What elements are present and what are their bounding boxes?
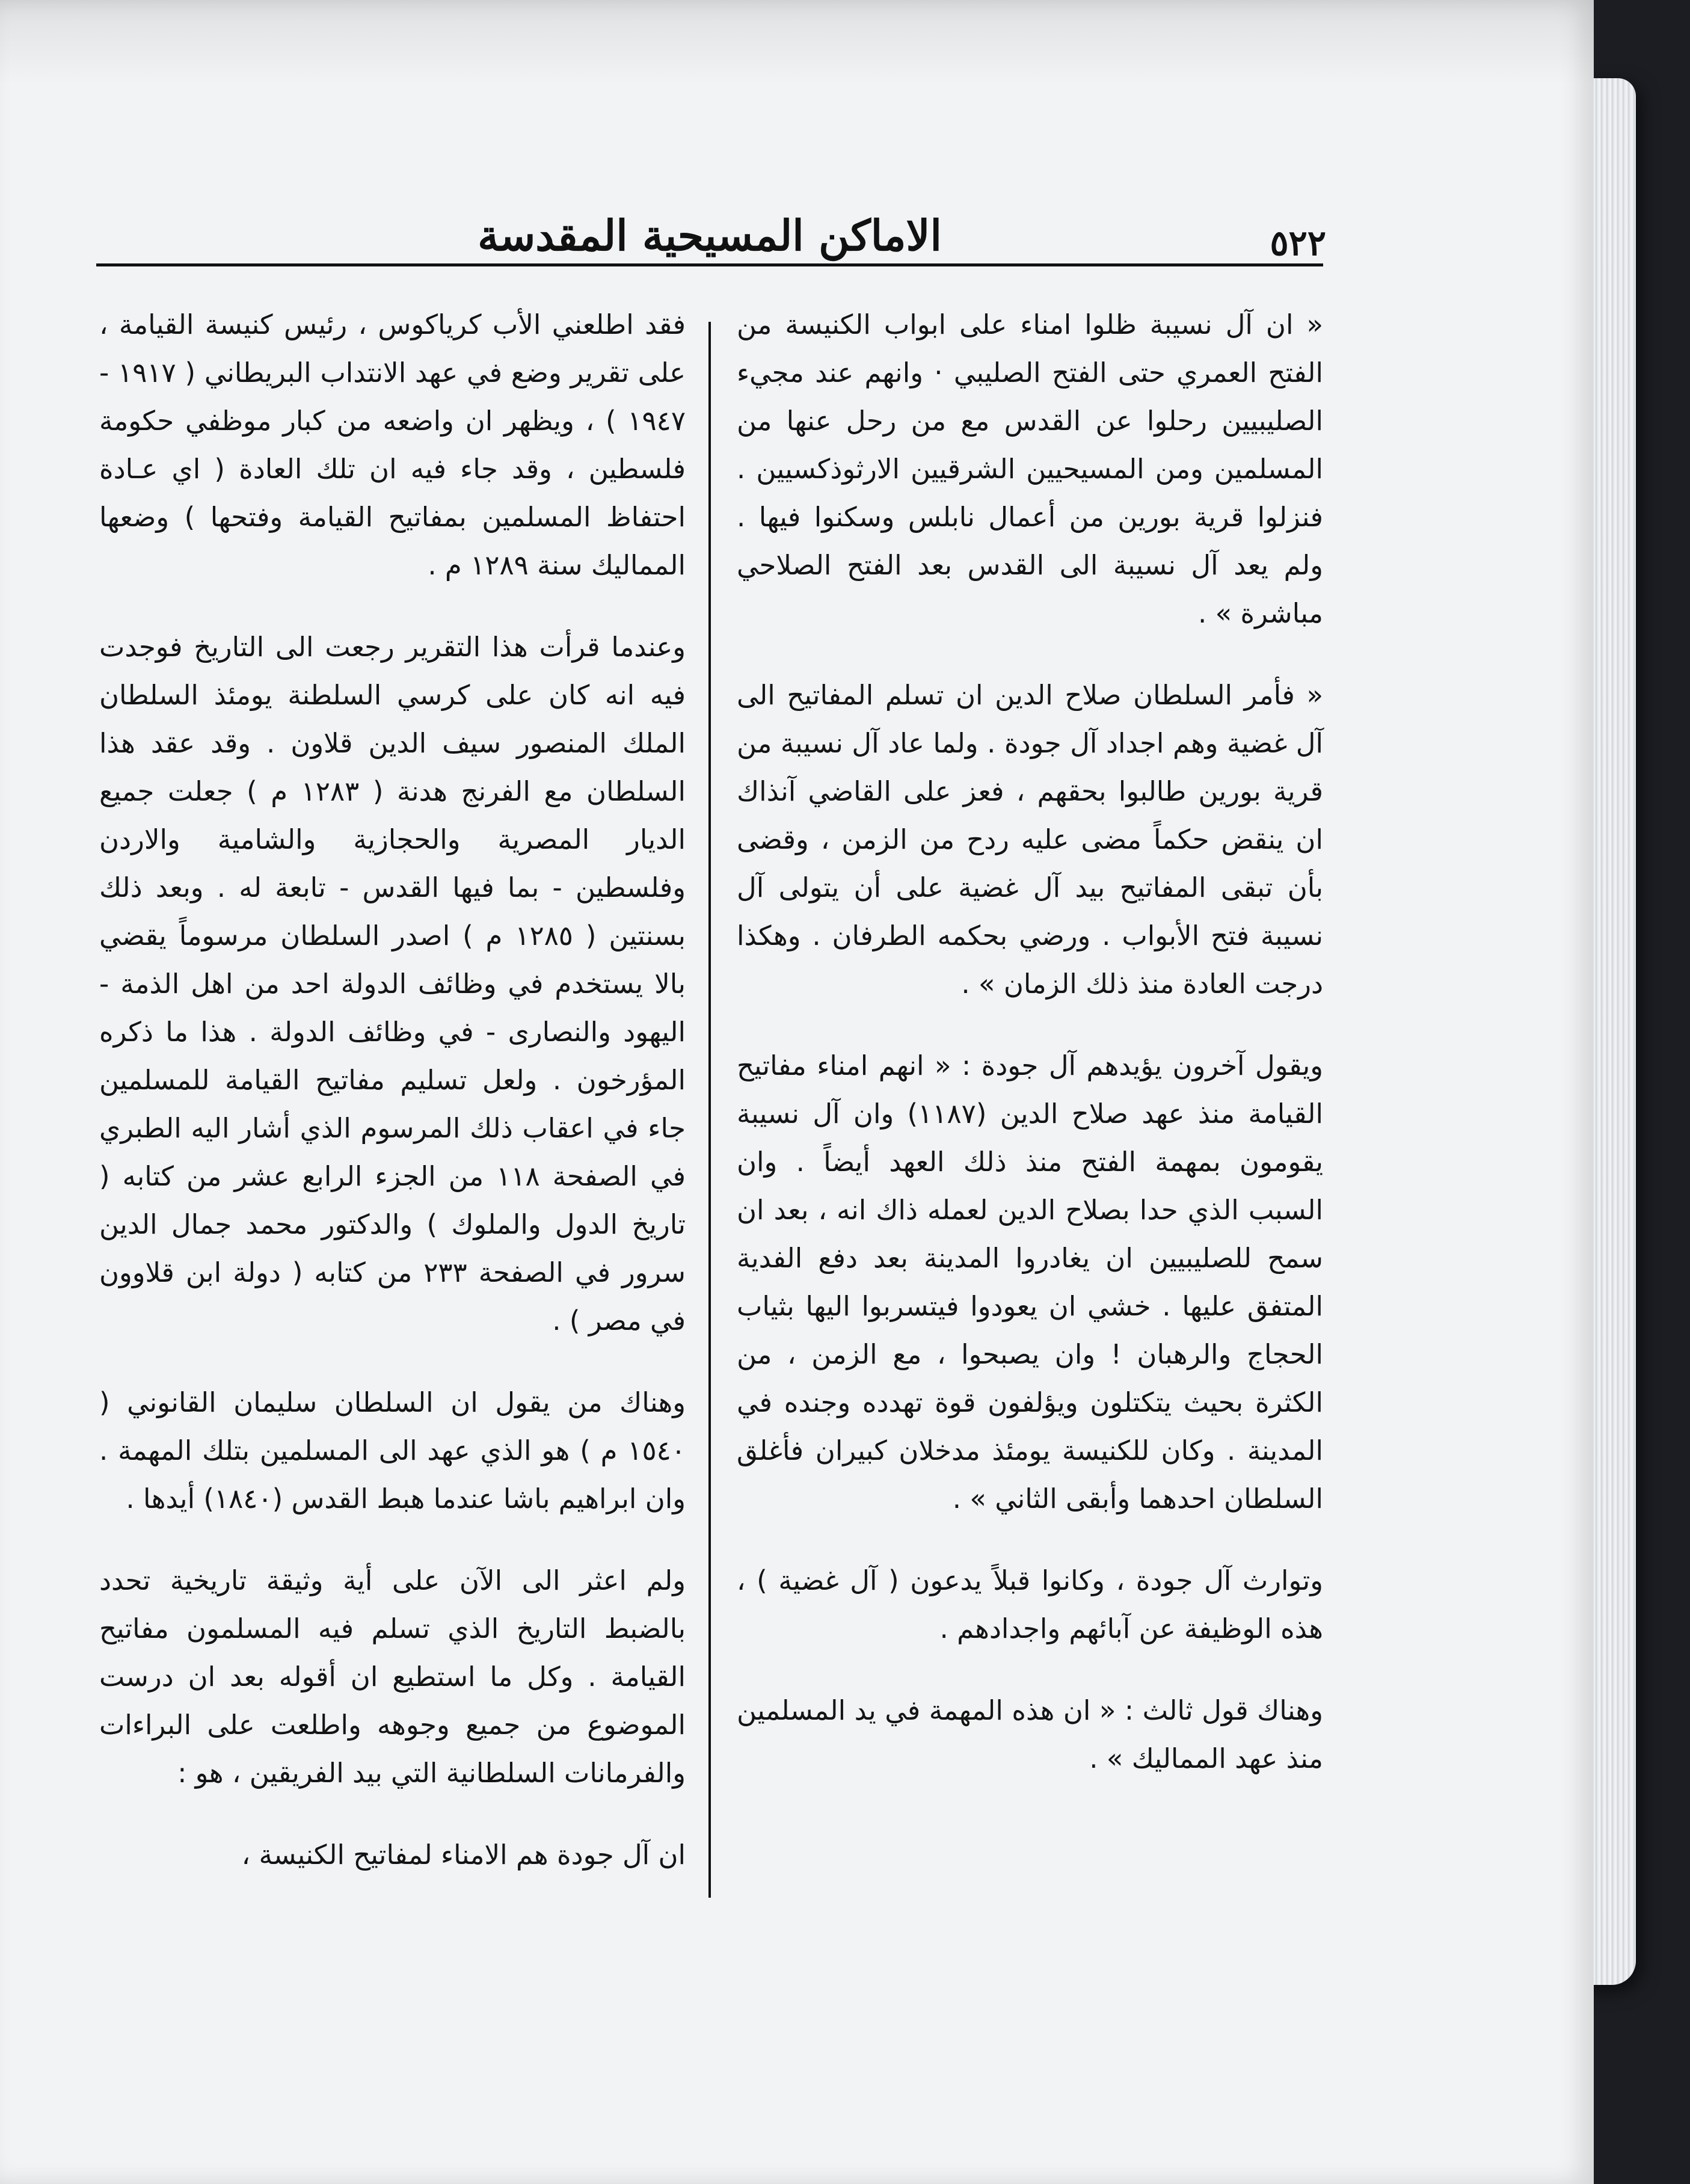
paragraph: وعندما قرأت هذا التقرير رجعت الى التاريخ فوجدت فيه انه كان على كرسي السلطنة يومئذ السلطان الملك المنصور سيف الدين قلاون . وقد عقد هذا السلطان مع الفرنج هدنة ( ١٢٨٣ م ) جعلت جميع الديار المصرية والحجازية والشامية والاردن وفلسطين - بما فيها القدس - تابعة له . وبعد ذلك بسنتين ( ١٢٨٥ م ) اصدر السلطان مرسوماً يقضي بالا يستخدم في وظائف الدولة احد من اهل الذمة - اليهود والنصارى - في وظائف الدولة . هذا ما ذكره المؤرخون . ولعل تسليم مفاتيح القيامة للمسلمين جاء في اعقاب ذلك المرسوم الذي أشار اليه الطبري في الصفحة ١١٨ من الجزء الرابع عشر من كتابه ( تاريخ الدول والملوك ) والدكتور محمد جمال الدين سرور في الصفحة ٢٣٣ من كتابه ( دولة ابن قلاوون في مصر ) . <box>99 631 686 1337</box>
running-title: الاماكن المسيحية المقدسة <box>478 211 942 260</box>
paragraph: ان آل جودة هم الامناء لمفاتيح الكنيسة ، <box>241 1839 686 1871</box>
page-header <box>93 205 1326 263</box>
paragraph: وتوارث آل جودة ، وكانوا قبلاً يدعون ( آل غضية ) ، هذه الوظيفة عن آبائهم واجدادهم . <box>737 1564 1323 1644</box>
right-column <box>737 301 1323 1783</box>
paragraph: « فأمر السلطان صلاح الدين ان تسلم المفاتيح الى آل غضية وهم اجداد آل جودة . ولما عاد آل نسيبة من قرية بورين طالبوا بحقهم ، فعز على القاضي آنذاك ان ينقض حكماً مضى عليه ردح من الزمن ، وقضى بأن تبقى المفاتيح بيد آل غضية على أن يتولى آل نسيبة فتح الأبواب . ورضي بحكمه الطرفان . وهكذا درجت العادة منذ ذلك الزمان » . <box>737 679 1323 1000</box>
paragraph: ولم اعثر الى الآن على أية وثيقة تاريخية تحدد بالضبط التاريخ الذي تسلم فيه المسلمون مفاتيح القيامة . وكل ما استطيع ان أقوله بعد ان درست الموضوع من جميع وجوهه واطلعت على البراءات والفرمانات السلطانية التي بيد الفريقين ، هو : <box>99 1564 686 1789</box>
column-divider <box>708 322 711 1898</box>
left-column <box>99 301 686 1879</box>
paragraph: ويقول آخرون يؤيدهم آل جودة : « انهم امناء مفاتيح القيامة منذ عهد صلاح الدين (١١٨٧) وان آل نسيبة يقومون بمهمة الفتح منذ ذلك العهد أيضاً . وان السبب الذي حدا بصلاح الدين لعمله ذاك انه ، بعد ان سمح للصليبيين ان يغادروا المدينة بعد دفع الفدية المتفق عليها . خشي ان يعودوا فيتسربوا اليها بثياب الحجاج والرهبان ! وان يصبحوا ، مع الزمن ، من الكثرة بحيث يتكتلون ويؤلفون قوة تهدده وجنده في المدينة . وكان للكنيسة يومئذ مدخلان كبيران فأغلق السلطان احدهما وأبقى الثاني » . <box>737 1050 1323 1515</box>
page-number: ٥٢٢ <box>1270 223 1326 263</box>
paragraph: وهناك من يقول ان السلطان سليمان القانوني ( ١٥٤٠ م ) هو الذي عهد الى المسلمين بتلك المهمة . وان ابراهيم باشا عندما هبط القدس (١٨٤٠) أيدها . <box>99 1386 686 1515</box>
page-gutter-shadow <box>0 0 1594 84</box>
paragraph: وهناك قول ثالث : « ان هذه المهمة في يد المسلمين منذ عهد المماليك » . <box>737 1694 1323 1774</box>
paragraph: فقد اطلعني الأب كرياكوس ، رئيس كنيسة القيامة ، على تقرير وضع في عهد الانتداب البريطاني ( ١٩١٧ - ١٩٤٧ ) ، ويظهر ان واضعه من كبار موظفي حكومة فلسطين ، وقد جاء فيه ان تلك العادة ( اي عـادة احتفاظ المسلمين بمفاتيح القيامة وفتحها ) وضعها المماليك سنة ١٢٨٩ م . <box>99 309 686 581</box>
header-rule <box>96 263 1323 266</box>
paragraph: « ان آل نسيبة ظلوا امناء على ابواب الكنيسة من الفتح العمري حتى الفتح الصليبي · وانهم عند مجيء الصليبيين رحلوا عن القدس مع من رحل عنها من المسلمين ومن المسيحيين الشرقيين الارثوذكسيين . فنزلوا قرية بورين من أعمال نابلس وسكنوا فيها . ولم يعد آل نسيبة الى القدس بعد الفتح الصلاحي مباشرة » . <box>737 309 1323 629</box>
